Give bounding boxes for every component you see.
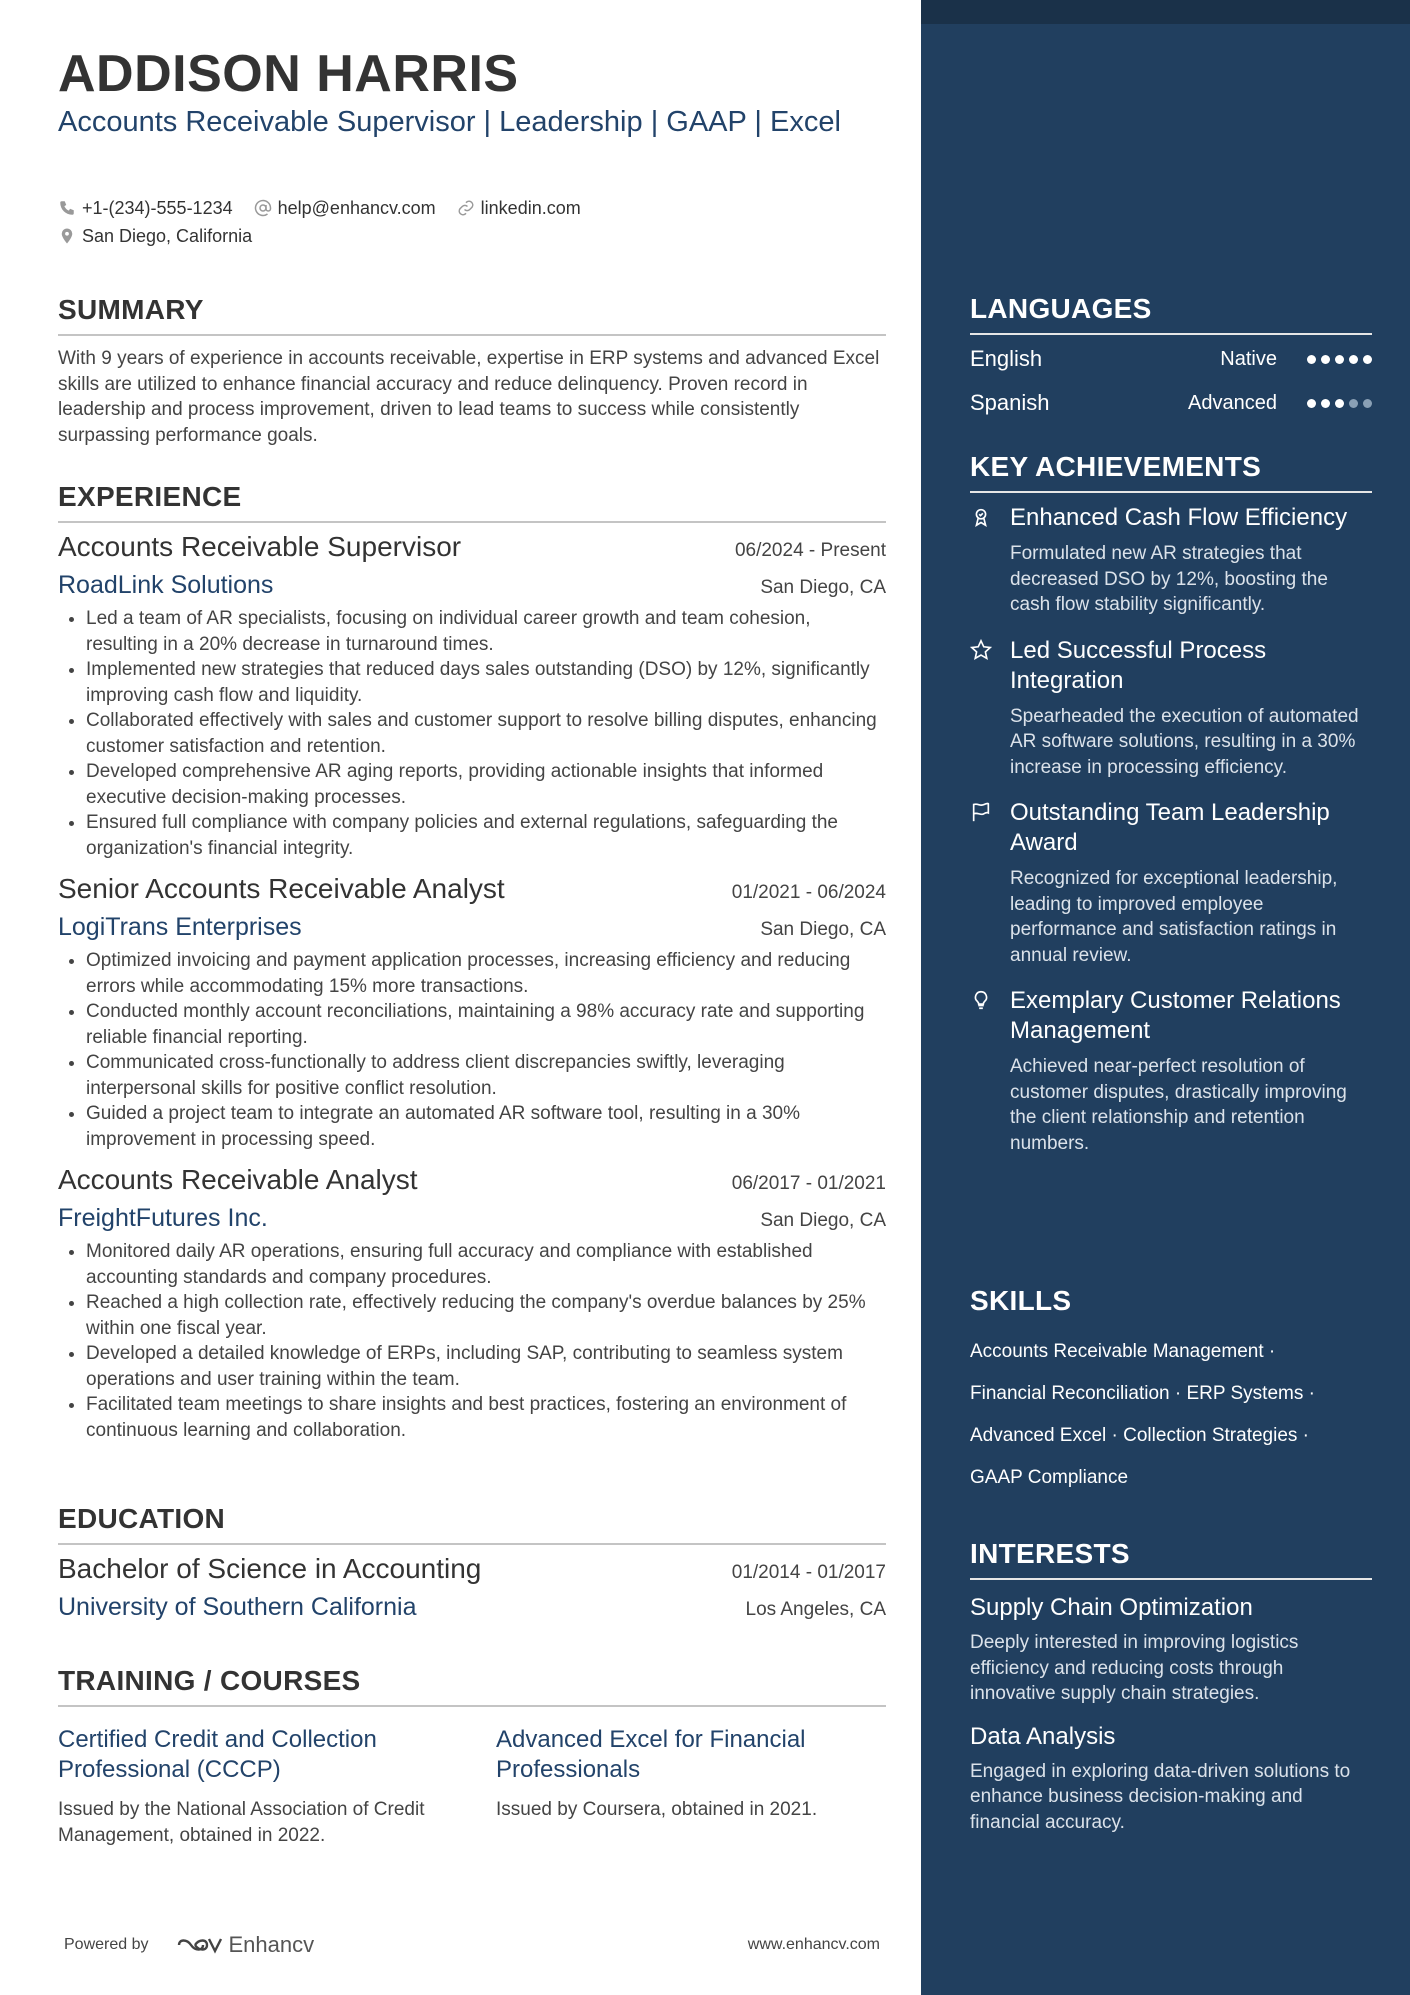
achievement-title: Led Successful Process Integration [1010,636,1267,694]
rating-dot [1307,355,1316,364]
candidate-headline: Accounts Receivable Supervisor | Leadership | GAAP | Excel [58,106,841,138]
rating-dot [1321,399,1330,408]
language-level: Native [1220,347,1277,370]
section-divider [58,1705,886,1707]
job-dates: 06/2017 - 01/2021 [731,1173,886,1194]
contact-info [58,194,878,250]
job-location: San Diego, CA [760,577,886,598]
language-name: English [970,346,1043,371]
rating-dot [1335,399,1344,408]
job-title: Accounts Receivable Analyst [58,1164,418,1195]
interests-section [970,1538,1372,1835]
contact-linkedin[interactable] [457,194,581,222]
company-name: FreightFutures Inc. [58,1204,268,1232]
language-row [970,381,1372,425]
job-entry [58,1164,886,1443]
languages-title: LANGUAGES [970,293,1152,324]
achievement-item [970,503,1372,618]
course-item [58,1725,448,1848]
contact-location [58,222,252,250]
footer-url[interactable]: www.enhancv.com [747,1936,880,1953]
company-name: LogiTrans Enterprises [58,913,302,941]
contact-email[interactable] [254,194,436,222]
powered-by-label: Powered by [64,1936,149,1953]
job-entry [58,531,886,861]
job-title: Accounts Receivable Supervisor [58,531,462,562]
summary-section [58,294,886,448]
skills-section [970,1285,1372,1499]
company-name: RoadLink Solutions [58,571,274,599]
phone-icon [58,199,76,217]
language-level: Advanced [1188,391,1277,414]
course-desc: Issued by Coursera, obtained in 2021. [496,1799,818,1820]
course-title: Advanced Excel for Financial Professionals [496,1726,806,1783]
award-icon [970,506,992,528]
rating-dot [1307,399,1316,408]
enhancv-logo-icon [175,1932,223,1958]
bullet-item: • Guided a project team to integrate an automated AR software tool, resulting in a 30% improvement in processing speed. [86,1101,886,1152]
school-location: Los Angeles, CA [745,1599,886,1620]
link-icon [457,199,475,217]
interest-desc: Engaged in exploring data-driven solutions to enhance business decision-making and financial accuracy. [970,1760,1351,1833]
skill-item: ERP Systems [1186,1383,1304,1404]
at-sign-icon [254,199,272,217]
section-divider [970,491,1372,493]
section-divider [58,1543,886,1545]
interest-title: Data Analysis [970,1722,1116,1750]
job-bullets [58,1239,886,1443]
location-pin-icon [58,227,76,245]
contact-phone [58,194,233,222]
flag-icon [970,801,992,823]
location-text: San Diego, California [82,225,253,246]
brand-name: Enhancv [228,1932,315,1957]
language-name: Spanish [970,390,1050,415]
bullet-item: • Optimized invoicing and payment application processes, increasing efficiency and reducing errors while accommodating 15% more transactions. [86,948,886,999]
rating-dot [1349,399,1358,408]
summary-text: With 9 years of experience in accounts receivable, expertise in ERP systems and advanced Excel skills are utilized to enhance financial accuracy and reduce delinquency. Proven record in leadership and process improvement, driven to lead teams to success while consistently surpassing performance goals. [58,348,880,446]
bullet-item: • Implemented new strategies that reduced days sales outstanding (DSO) by 12%, significantly improving cash flow and liquidity. [86,657,886,708]
achievement-item [970,636,1372,781]
achievements-section [970,451,1372,1156]
skill-item: Advanced Excel [970,1425,1107,1446]
achievement-title: Enhanced Cash Flow Efficiency [1010,504,1348,531]
job-entry [58,873,886,1152]
course-desc: Issued by the National Association of Credit Management, obtained in 2022. [58,1799,425,1846]
job-bullets [58,606,886,861]
skill-item: Accounts Receivable Management [970,1341,1264,1362]
achievement-title: Outstanding Team Leadership Award [1010,799,1330,856]
bullet-item: • Reached a high collection rate, effectively reducing the company's overdue balances by 25% within one fiscal year. [86,1290,886,1341]
languages-section [970,293,1372,425]
training-title: TRAINING / COURSES [58,1665,361,1696]
rating-dot [1363,399,1372,408]
rating-dot [1335,355,1344,364]
footer [64,1930,880,1960]
bullet-item: • Monitored daily AR operations, ensuring full accuracy and compliance with established accounting standards and company procedures. [86,1239,886,1290]
job-dates: 06/2024 - Present [734,540,886,561]
language-row [970,337,1372,381]
email-text[interactable]: help@enhancv.com [277,197,436,218]
achievement-item [970,986,1372,1156]
phone-text: +1-(234)-555-1234 [82,197,233,218]
skill-item: Collection Strategies [1123,1425,1298,1446]
sidebar-top-strip [921,0,1410,24]
experience-section [58,481,886,1443]
summary-title: SUMMARY [58,294,204,325]
section-divider [970,333,1372,335]
education-title: EDUCATION [58,1503,226,1534]
job-location: San Diego, CA [760,919,886,940]
skill-item: Financial Reconciliation [970,1383,1170,1404]
candidate-name: ADDISON HARRIS [58,45,519,103]
sidebar [921,0,1410,1995]
bullet-item: • Developed comprehensive AR aging reports, providing actionable insights that informed executive decision-making processes. [86,759,886,810]
interest-title: Supply Chain Optimization [970,1594,1253,1621]
education-dates: 01/2014 - 01/2017 [731,1562,886,1583]
job-bullets [58,948,886,1152]
job-location: San Diego, CA [760,1210,886,1231]
course-item [496,1725,886,1848]
bullet-item: • Developed a detailed knowledge of ERPs, including SAP, contributing to seamless system operations and user training within the team. [86,1341,886,1392]
lightbulb-icon [970,989,992,1011]
section-divider [58,334,886,336]
interests-title: INTERESTS [970,1538,1130,1569]
bullet-item: • Led a team of AR specialists, focusing on individual career growth and team cohesion, resulting in a 20% decrease in turnaround times. [86,606,886,657]
job-title: Senior Accounts Receivable Analyst [58,873,505,904]
skills-title: SKILLS [970,1285,1072,1316]
achievement-desc: Recognized for exceptional leadership, leading to improved employee performance and satisfaction ratings in annual review. [1010,868,1338,966]
enhancv-logo[interactable] [175,1932,315,1958]
bullet-item: • Facilitated team meetings to share insights and best practices, fostering an environment of continuous learning and collaboration. [86,1392,886,1443]
bullet-item: • Conducted monthly account reconciliations, maintaining a 98% accuracy rate and supporting reliable financial reporting. [86,999,886,1050]
linkedin-text[interactable]: linkedin.com [480,197,581,218]
school-name: University of Southern California [58,1593,417,1621]
achievement-title: Exemplary Customer Relations Management [1010,987,1341,1044]
achievements-title: KEY ACHIEVEMENTS [970,451,1262,482]
interest-desc: Deeply interested in improving logistics efficiency and reducing costs through innovative supply chain strategies. [970,1632,1299,1704]
skills-list: Accounts Receivable Management · Financial Reconciliation · ERP Systems · Advanced Excel · Collection Strategies · GAAP Compliance [970,1341,1315,1488]
language-rating [1307,355,1372,364]
bullet-item: • Communicated cross-functionally to address client discrepancies swiftly, leveraging interpersonal skills for positive conflict resolution. [86,1050,886,1101]
experience-title: EXPERIENCE [58,481,242,512]
course-title: Certified Credit and Collection Professional (CCCP) [58,1726,377,1783]
star-icon [970,639,992,661]
bullet-item: • Collaborated effectively with sales and customer support to resolve billing disputes, enhancing customer satisfaction and retention. [86,708,886,759]
achievement-desc: Spearheaded the execution of automated AR software solutions, resulting in a 30% increase in processing efficiency. [1010,705,1359,778]
rating-dot [1363,355,1372,364]
bullet-item: • Ensured full compliance with company policies and external regulations, safeguarding the organization's financial integrity. [86,810,886,861]
education-section [58,1503,886,1622]
training-section [58,1665,886,1848]
degree-title: Bachelor of Science in Accounting [58,1553,482,1584]
achievement-item [970,798,1372,968]
rating-dot [1349,355,1358,364]
achievement-desc: Formulated new AR strategies that decreased DSO by 12%, boosting the cash flow stability significantly. [1010,543,1328,615]
achievement-desc: Achieved near-perfect resolution of customer disputes, drastically improving the client relationship and retention numbers. [1010,1056,1347,1154]
skill-item: GAAP Compliance [970,1467,1129,1488]
rating-dot [1321,355,1330,364]
section-divider [970,1578,1372,1580]
section-divider [58,521,886,523]
language-rating [1307,399,1372,408]
job-dates: 01/2021 - 06/2024 [731,882,886,903]
